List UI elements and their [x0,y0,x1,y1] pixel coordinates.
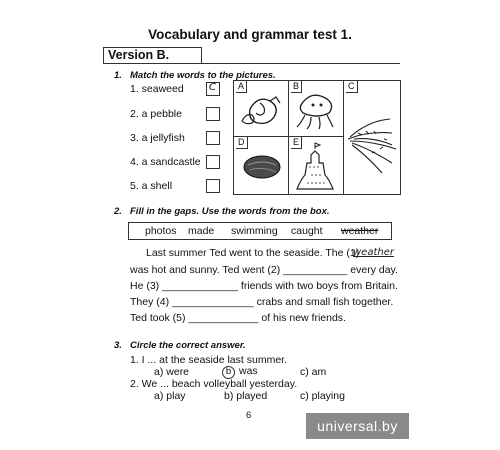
q2-option-b[interactable] [224,390,267,402]
q2-option-c-text: playing [311,390,345,402]
q1-option-a-text: were [166,366,190,378]
q1-option-c[interactable] [300,366,326,378]
q2-option-c-letter: c) [300,390,309,402]
pebble-icon [234,137,288,193]
answer-1: C [209,82,216,93]
word-photos: photos [145,225,177,237]
picture-b [289,81,344,137]
word-made: made [188,225,215,237]
q2-option-a-letter: a) [154,390,164,402]
q2-option-a-text: play [166,390,186,402]
word-swimming: swimming [231,225,278,237]
q2-option-c[interactable] [300,390,345,402]
page-number: 6 [246,410,252,421]
answer-box-2[interactable] [206,107,220,121]
task2-number: 2. [114,206,122,217]
q1-option-b-text: was [239,365,258,377]
gap-line-5: Ted took (5) ____________ of his new friends. [130,312,346,324]
gap-line-4: They (4) ______________ crabs and small fish together. [130,296,394,308]
gap-line-1: Last summer Ted went to the seaside. The (1) [146,247,360,259]
gap-line-2: was hot and sunny. Ted went (2) ___________ every day. [130,264,398,276]
gap-answer-1: weather [353,247,394,258]
picture-e [289,137,344,194]
answer-box-4[interactable] [206,155,220,169]
picture-label-e: E [291,137,302,149]
q1-option-a[interactable] [154,366,189,378]
q1-option-c-letter: c) [300,366,309,378]
task1-number: 1. [114,70,122,81]
sandcastle-icon [289,137,343,193]
task1-instruction: Match the words to the pictures. [130,70,276,81]
picture-d [234,137,289,194]
q2-option-b-text: played [236,390,268,402]
question-2: 2. We ... beach volleyball yesterday. [130,378,298,390]
answer-box-5[interactable] [206,179,220,193]
version-rule [200,63,400,64]
watermark: universal.by [306,413,409,439]
task1-item-5: 5. a shell [130,180,173,192]
task1-item-1: 1. seaweed [130,83,184,95]
question-1: 1. I ... at the seaside last summer. [130,354,287,366]
task3-number: 3. [114,340,122,351]
picture-c [344,81,400,194]
picture-label-c: C [346,81,358,93]
task2-instruction: Fill in the gaps. Use the words from the box. [130,206,330,217]
task1-item-3: 3. a jellyfish [130,132,185,144]
picture-label-b: B [291,81,302,93]
answer-box-3[interactable] [206,131,220,145]
task1-item-2: 2. a pebble [130,108,182,120]
jellyfish-icon [289,81,343,136]
word-weather-crossed: weather [341,225,379,237]
q1-option-b[interactable] [222,365,258,379]
task1-item-4: 4. a sandcastle [130,156,201,168]
q1-option-c-text: am [311,366,327,378]
shell-icon [234,81,288,136]
picture-label-a: A [236,81,247,93]
q1-option-a-letter: a) [154,366,164,378]
picture-a [234,81,289,137]
task3-instruction: Circle the correct answer. [130,340,246,351]
seaweed-icon [344,81,400,194]
answer-box-1[interactable] [206,82,220,96]
q2-option-b-letter: b) [224,390,234,402]
word-caught: caught [291,225,323,237]
circled-answer: b [222,366,235,379]
picture-label-d: D [236,137,248,149]
page-title: Vocabulary and grammar test 1. [148,27,352,42]
picture-grid [233,80,401,195]
word-box [128,222,392,240]
gap-line-3: He (3) _____________ friends with two boys from Britain. [130,280,398,292]
version-label: Version B. [103,47,202,64]
q2-option-a[interactable] [154,390,186,402]
